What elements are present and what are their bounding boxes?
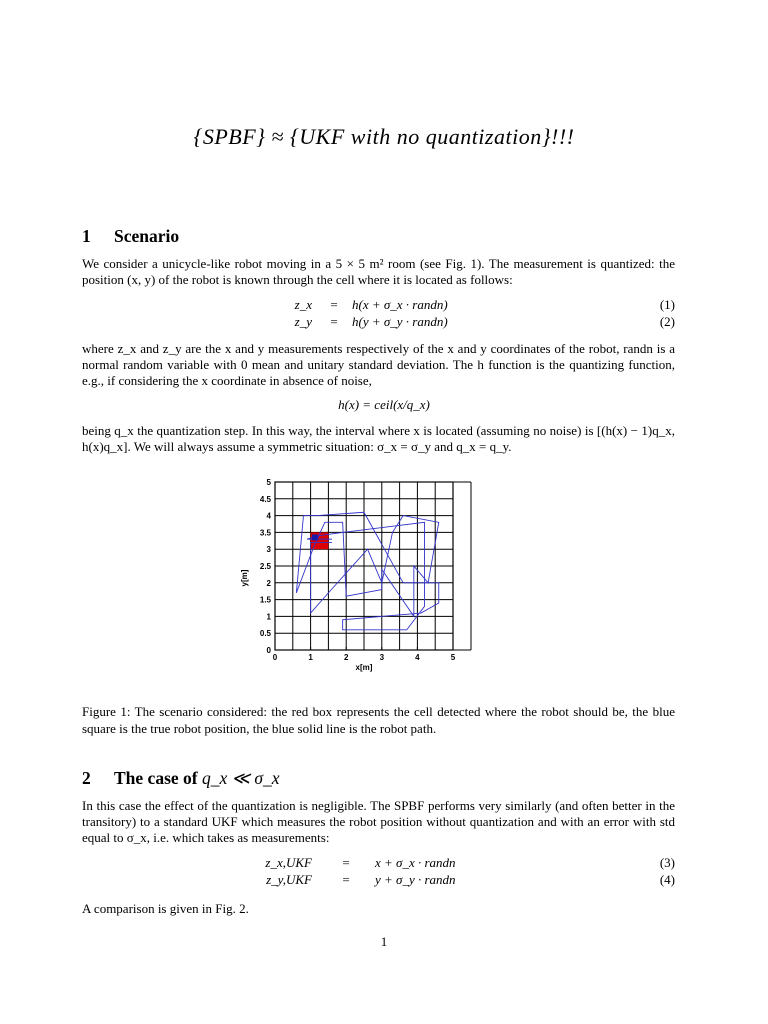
x-tick-label: 1 [308, 653, 313, 662]
page-number: 1 [380, 934, 388, 949]
equation-4-rhs: y + σ_y · randn [375, 872, 456, 887]
equation-3 [0, 854, 768, 871]
equation-2-lhs: z_y [294, 314, 312, 329]
y-tick-label: 3 [266, 545, 271, 555]
equation-1-number: (1) [659, 297, 675, 312]
section-1-para-2: where z_x and z_y are the x and y measurements respectively of the x and y coordinates of the robot, randn is a normal random variable with 0 mean and unitary standard deviation. The h function is the quantizing function, e.g., if considering the x coordinate in absence of noise, [82, 341, 675, 388]
section-1-para-3: being q_x the quantization step. In this way, the interval where x is located (assuming no noise) is [(h(x) − 1)q_x, h(x)q_x]. We will always assume a symmetric situation: σ_x = σ_y and q_x = q_y. [82, 423, 675, 454]
x-axis-label: x[m] [355, 663, 373, 672]
y-tick-label: 0.5 [259, 629, 271, 639]
y-axis-label: y[m] [240, 569, 249, 587]
x-tick-label: 3 [379, 653, 385, 662]
equation-3-rhs: x + σ_x · randn [375, 855, 456, 870]
equation-4 [0, 871, 768, 888]
y-tick-label: 4.5 [259, 494, 271, 504]
equation-2-number: (2) [659, 314, 675, 329]
paper-title: {SPBF} ≈ {UKF with no quantization}!!! [193, 124, 575, 149]
y-tick-label: 1 [266, 612, 271, 622]
equation-1-lhs: z_x [294, 297, 312, 312]
equation-1 [0, 296, 768, 313]
equation-1-op: = [330, 297, 338, 312]
equation-3-op: = [342, 855, 350, 870]
equation-4-lhs: z_y,UKF [266, 872, 312, 887]
y-tick-label: 0 [266, 646, 271, 655]
x-tick-label: 5 [450, 653, 456, 662]
section-2-title-math: q_x ≪ σ_x [201, 768, 280, 788]
section-1-number: 1 [82, 226, 91, 246]
figure-1-plot [220, 474, 520, 684]
equation-4-op: = [342, 872, 350, 887]
equation-2-op: = [330, 314, 338, 329]
section-2-para-2: A comparison is given in Fig. 2. [82, 901, 249, 916]
equation-block-1 [0, 296, 768, 330]
equation-4-number: (4) [659, 872, 675, 887]
y-tick-label: 1.5 [259, 595, 271, 605]
section-2-para-1: In this case the effect of the quantization is negligible. The SPBF performs very similarly (and often better in the transitory) to a standard UKF which measures the robot position without quantization and with an error with std equal to σ_x, i.e. which takes as measurements: [82, 798, 675, 845]
equation-3-lhs: z_x,UKF [265, 855, 312, 870]
y-tick-label: 3.5 [259, 528, 271, 538]
equation-3-number: (3) [659, 855, 675, 870]
y-tick-label: 2 [266, 578, 271, 588]
equation-2 [0, 313, 768, 330]
section-1-intro: We consider a unicycle-like robot moving in a 5 × 5 m² room (see Fig. 1). The measurement is quantized: the position (x, y) of the robot is known through the cell where it is located as follows: [82, 256, 675, 287]
section-2-number: 2 [82, 768, 91, 788]
y-tick-label: 4 [266, 511, 271, 521]
x-tick-label: 2 [343, 653, 349, 662]
equation-2-rhs: h(y + σ_y · randn) [352, 314, 448, 329]
equation-block-2 [0, 854, 768, 888]
y-tick-label: 5 [266, 478, 271, 487]
robot-position-marker [312, 534, 318, 540]
section-2-title: The case of [114, 768, 198, 788]
section-2-heading [82, 768, 279, 789]
equation-1-rhs: h(x + σ_x · randn) [352, 297, 448, 312]
x-tick-label: 4 [415, 653, 420, 662]
quantizer-equation: h(x) = ceil(x/q_x) [338, 397, 430, 412]
y-tick-label: 2.5 [259, 562, 271, 571]
figure-1-caption: Figure 1: The scenario considered: the red box represents the cell detected where the robot should be, the blue square is the true robot position, the blue solid line is the robot path. [82, 704, 675, 736]
section-1-title: Scenario [114, 226, 180, 246]
x-tick-label: 0 [272, 653, 278, 662]
section-1-heading [82, 226, 179, 247]
